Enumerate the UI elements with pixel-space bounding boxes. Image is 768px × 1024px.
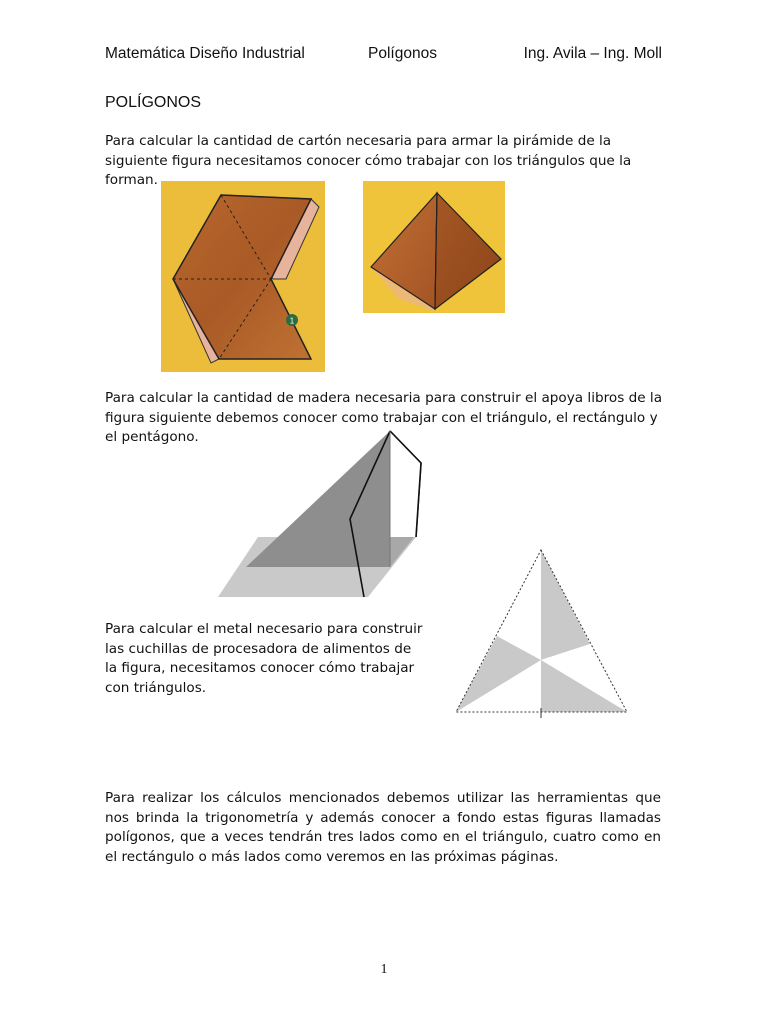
paragraph-conclusion: Para realizar los cálculos mencionados debemos utilizar las herramientas que nos brinda la trigonometría y además conocer a fondo estas figuras llamadas polígonos, que a veces tendrán tres lados como en el triángulo, cuatro como en el rectángulo o más lados como veremos en las próximas páginas. xyxy=(105,790,661,865)
page-title: POLÍGONOS xyxy=(105,94,202,111)
blade-triangle-figure xyxy=(452,548,630,718)
pyramid-figure xyxy=(363,181,505,313)
figure-marker-label: 1 xyxy=(289,316,295,326)
paragraph-wood-bookend: Para calcular la cantidad de madera necesaria para construir el apoya libros de la figura siguiente debemos conocer como trabajar con el triángulo, el rectángulo y el pentágono. xyxy=(105,390,663,445)
bookend-figure xyxy=(218,427,428,599)
pyramid-net-figure xyxy=(161,181,325,372)
paragraph-cardboard-pyramid: Para calcular la cantidad de cartón necesaria para armar la pirámide de la siguiente figura necesitamos conocer cómo trabajar con los triángulos que la forman. xyxy=(105,133,632,188)
header-course: Matemática Diseño Industrial xyxy=(105,45,305,62)
page-header xyxy=(105,45,662,67)
header-authors: Ing. Avila – Ing. Moll xyxy=(523,45,662,62)
paragraph-metal-blades: Para calcular el metal necesario para construir las cuchillas de procesadora de alimentos de la figura, necesitamos conocer cómo trabajar con triángulos. xyxy=(105,621,423,696)
page-number: 1 xyxy=(380,962,388,977)
header-topic: Polígonos xyxy=(368,45,437,62)
